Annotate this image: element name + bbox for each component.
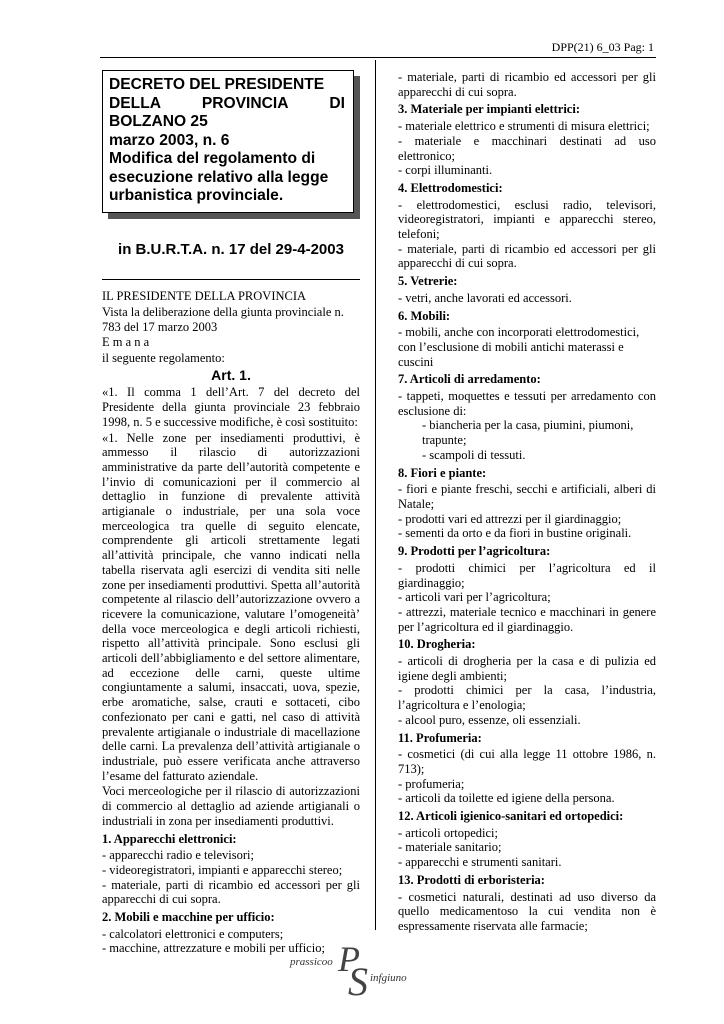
category-item: - articoli da toilette ed igiene della persona.: [398, 791, 615, 806]
category-section: [398, 309, 656, 370]
category-section: [398, 731, 656, 807]
category-item: - calcolatori elettronici e computers;: [102, 926, 284, 941]
left-column: [102, 70, 360, 959]
category-item: - materiale elettrico e strumenti di misura elettrici;: [398, 119, 650, 134]
category-item: - materiale sanitario;: [398, 840, 502, 855]
category-section: [398, 372, 656, 462]
publisher-logo: [290, 936, 430, 1006]
category-item: - articoli vari per l’agricoltura;: [398, 590, 551, 605]
category-item: - apparecchi e strumenti sanitari.: [398, 855, 562, 870]
category-item: - profumeria;: [398, 776, 465, 791]
category-section: [398, 102, 656, 178]
category-item: - apparecchi radio e televisori;: [102, 848, 255, 863]
category-title: 11. Profumeria:: [398, 730, 482, 745]
preamble-line: il seguente regolamento:: [102, 351, 225, 366]
category-item: - alcool puro, essenze, oli essenziali.: [398, 712, 581, 727]
category-item: - elettrodomestici, esclusi radio, televisori, videoregistratori, impianti e apparecchi stereo, telefoni;: [398, 197, 656, 242]
logo-text-right: infgiuno: [370, 972, 407, 984]
category-item: - prodotti chimici per l’agricoltura ed il giardinaggio;: [398, 560, 656, 590]
category-item: - tappeti, moquettes e tessuti per arredamento con esclusione di:: [398, 389, 656, 418]
page-reference: DPP(21) 6_03 Pag: 1: [551, 40, 654, 54]
category-item: - vetri, anche lavorati ed accessori.: [398, 290, 572, 305]
category-item: - articoli di drogheria per la casa e di pulizia ed igiene degli ambienti;: [398, 654, 656, 683]
logo-letter-s: S: [348, 959, 368, 1004]
category-title: 7. Articoli di arredamento:: [398, 372, 541, 387]
category-subitem: - biancheria per la casa, piumini, piumoni, trapunte;: [422, 418, 634, 448]
category-item: - videoregistratori, impianti e apparecchi stereo;: [102, 862, 343, 877]
category-item: - materiale, parti di ricambio ed accessori per gli apparecchi di cui sopra.: [102, 877, 360, 907]
article-paragraph: «1. Il comma 1 dell’Art. 7 del decreto del Presidente della giunta provinciale 23 febbraio 1998, n. 5 e successive modifiche, è così sostituito:: [102, 385, 360, 429]
category-section: [398, 809, 656, 870]
category-title: 4. Elettrodomestici:: [398, 180, 503, 195]
category-subitem: - scampoli di tessuti.: [422, 447, 526, 462]
category-section: [102, 832, 360, 908]
logo-letter-p: P: [338, 939, 360, 979]
logo-text-left: prassicoo: [290, 956, 333, 968]
publication-reference: in B.U.R.T.A. n. 17 del 29-4-2003: [118, 240, 344, 258]
column-divider: [375, 60, 376, 930]
category-title: 9. Prodotti per l’agricoltura:: [398, 544, 551, 559]
category-section: [398, 466, 656, 542]
article-paragraph: Voci merceologiche per il rilascio di autorizzazioni di commercio al dettaglio ad aziende artigianali o industriali in zona per insediamenti produttivi.: [102, 784, 360, 828]
category-title: 6. Mobili:: [398, 308, 451, 323]
category-item: - fiori e piante freschi, secchi e artificiali, alberi di Natale;: [398, 482, 656, 511]
title-box: [102, 70, 354, 213]
document-title: DECRETO DEL PRESIDENTE DELLA PROVINCIA DI BOLZANO 25 marzo 2003, n. 6 Modifica del regolamento di esecuzione relativo alla legge urbanistica provinciale.: [109, 76, 345, 204]
category-title: 8. Fiori e piante:: [398, 465, 487, 480]
category-title: 12. Articoli igienico-sanitari ed ortopedici:: [398, 809, 624, 824]
preamble-line: IL PRESIDENTE DELLA PROVINCIA: [102, 289, 307, 304]
category-section: [398, 544, 656, 634]
preamble-line: E m a n a: [102, 335, 150, 350]
article-heading: Art. 1.: [211, 366, 251, 383]
right-column: [398, 70, 656, 937]
continuation-item: - materiale, parti di ricambio ed accessori per gli apparecchi di cui sopra.: [398, 70, 656, 99]
category-title: 1. Apparecchi elettronici:: [102, 831, 237, 846]
preamble-line: Vista la deliberazione della giunta provinciale n. 783 del 17 marzo 2003: [102, 304, 344, 334]
header-rule: [100, 57, 656, 58]
category-item: - corpi illuminanti.: [398, 163, 493, 178]
category-title: 5. Vetrerie:: [398, 274, 458, 289]
section-rule: [102, 279, 360, 280]
category-item: - prodotti chimici per la casa, l’industria, l’agricoltura e l’enologia;: [398, 683, 656, 713]
category-title: 3. Materiale per impianti elettrici:: [398, 102, 580, 117]
category-item: - cosmetici naturali, destinati ad uso diverso da quello medicamentoso la cui vendita non è espressamente riservata alle farmacie;: [398, 889, 656, 933]
category-item: - materiale, parti di ricambio ed accessori per gli apparecchi di cui sopra.: [398, 241, 656, 271]
category-item: - prodotti vari ed attrezzi per il giardinaggio;: [398, 511, 622, 526]
category-item: - attrezzi, materiale tecnico e macchinari in genere per l’agricoltura ed il giardinaggio.: [398, 604, 656, 634]
category-item: - sementi da orto e da fiori in bustine originali.: [398, 526, 632, 541]
category-item: - materiale e macchinari destinati ad uso elettronico;: [398, 133, 656, 163]
category-item: - cosmetici (di cui alla legge 11 ottobre 1986, n. 713);: [398, 747, 656, 776]
category-title: 13. Prodotti di erboristeria:: [398, 872, 545, 887]
article-paragraph: «1. Nelle zone per insediamenti produttivi, è ammesso il rilascio di autorizzazioni amministrative da parte dell’autorità competente e l’invio di comunicazioni per il commercio al dettaglio in funzione di prevalente attività artigianale o industriale, per una sola voce merceologica tra quelle di seguito elencate, comprendente gli articoli strettamente legati all’attività principale, che vanno indicati nella tabella riservata agli esercizi di vendita siti nelle zone per insediamenti produttivi. Spetta all’autorità competente al rilascio dell’autorizzazione ovvero a ricevere la comunicazione, valutare l’omogeneità’ della voce merceologica e degli articoli richiesti, rispetto all’attività principale. Sono esclusi gli articoli dell’abbigliamento e del settore alimentare, ad eccezione delle carni, queste ultime congiuntamente a salumi, insaccati, uova, spezie, erbe aromatiche, salse, crauti e sottaceti, cibo confezionato per cani e gatti, nel caso di attività prevalente artigianale o industriale di macellazione delle carni. La prevalenza dell’attività artigianale o industriale, può essere verificata anche attraverso l’esame del fatturato aziendale.: [102, 430, 360, 783]
category-item: - articoli ortopedici;: [398, 825, 498, 840]
category-title: 10. Drogheria:: [398, 637, 476, 652]
category-section: [398, 274, 656, 305]
category-section: [398, 637, 656, 727]
category-section: [398, 873, 656, 934]
category-section: [398, 181, 656, 271]
category-item: - mobili, anche con incorporati elettrodomestici, con l’esclusione di mobili antichi materassi e cuscini: [398, 325, 640, 369]
category-item: - macchine, attrezzature e mobili per ufficio;: [102, 941, 325, 956]
category-title: 2. Mobili e macchine per ufficio:: [102, 910, 275, 925]
